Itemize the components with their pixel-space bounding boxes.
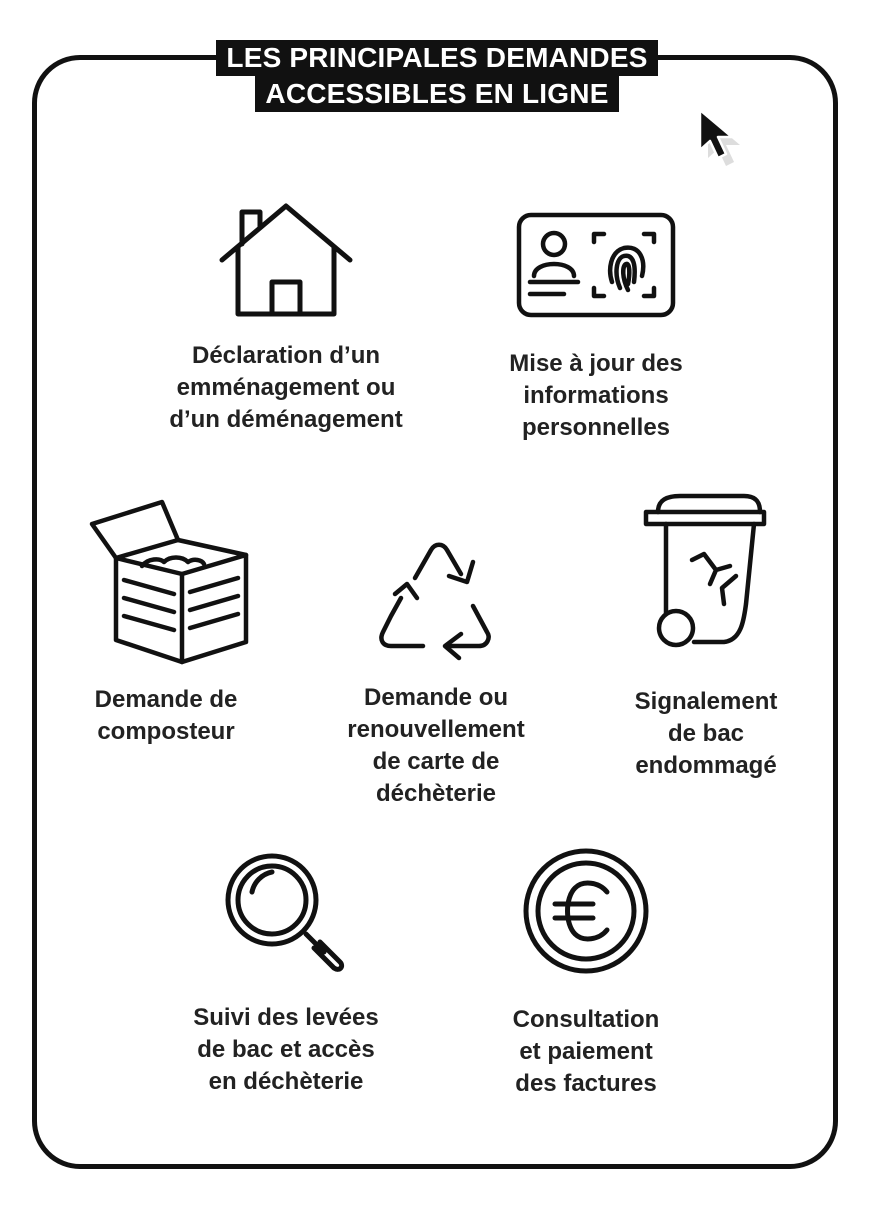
page-title	[0, 40, 874, 112]
service-label: Suivi des levées de bac et accès en déchèterie	[193, 1004, 379, 1095]
house-icon	[216, 200, 356, 320]
id-card-fingerprint-icon	[516, 212, 676, 320]
magnifier-icon	[224, 852, 348, 976]
service-label: Signalement de bac endommagé	[634, 688, 778, 779]
service-damaged-bin-report[interactable]	[606, 494, 806, 782]
service-invoices[interactable]	[466, 846, 706, 1100]
euro-coin-icon	[521, 846, 651, 976]
service-personal-info-update[interactable]	[456, 212, 736, 444]
service-label: Demande ou renouvellement de carte de déchèterie	[347, 684, 525, 807]
composter-box-icon	[86, 500, 246, 664]
service-label: Mise à jour des informations personnelles	[509, 350, 683, 441]
service-label: Demande de composteur	[94, 686, 238, 745]
service-composter-request[interactable]	[56, 500, 276, 748]
service-label: Consultation et paiement des factures	[512, 1006, 660, 1097]
title-line-1: LES PRINCIPALES DEMANDES	[216, 40, 657, 76]
title-line-2: ACCESSIBLES EN LIGNE	[255, 76, 618, 112]
recycle-icon	[371, 538, 501, 662]
service-label: Déclaration d’un emménagement ou d’un déménagement	[169, 342, 403, 433]
broken-bin-icon	[644, 494, 768, 650]
service-recycling-card[interactable]	[316, 538, 556, 810]
cursor-arrow-icon	[694, 108, 756, 170]
service-collection-tracking[interactable]	[166, 852, 406, 1098]
service-move-declaration[interactable]	[136, 200, 436, 436]
